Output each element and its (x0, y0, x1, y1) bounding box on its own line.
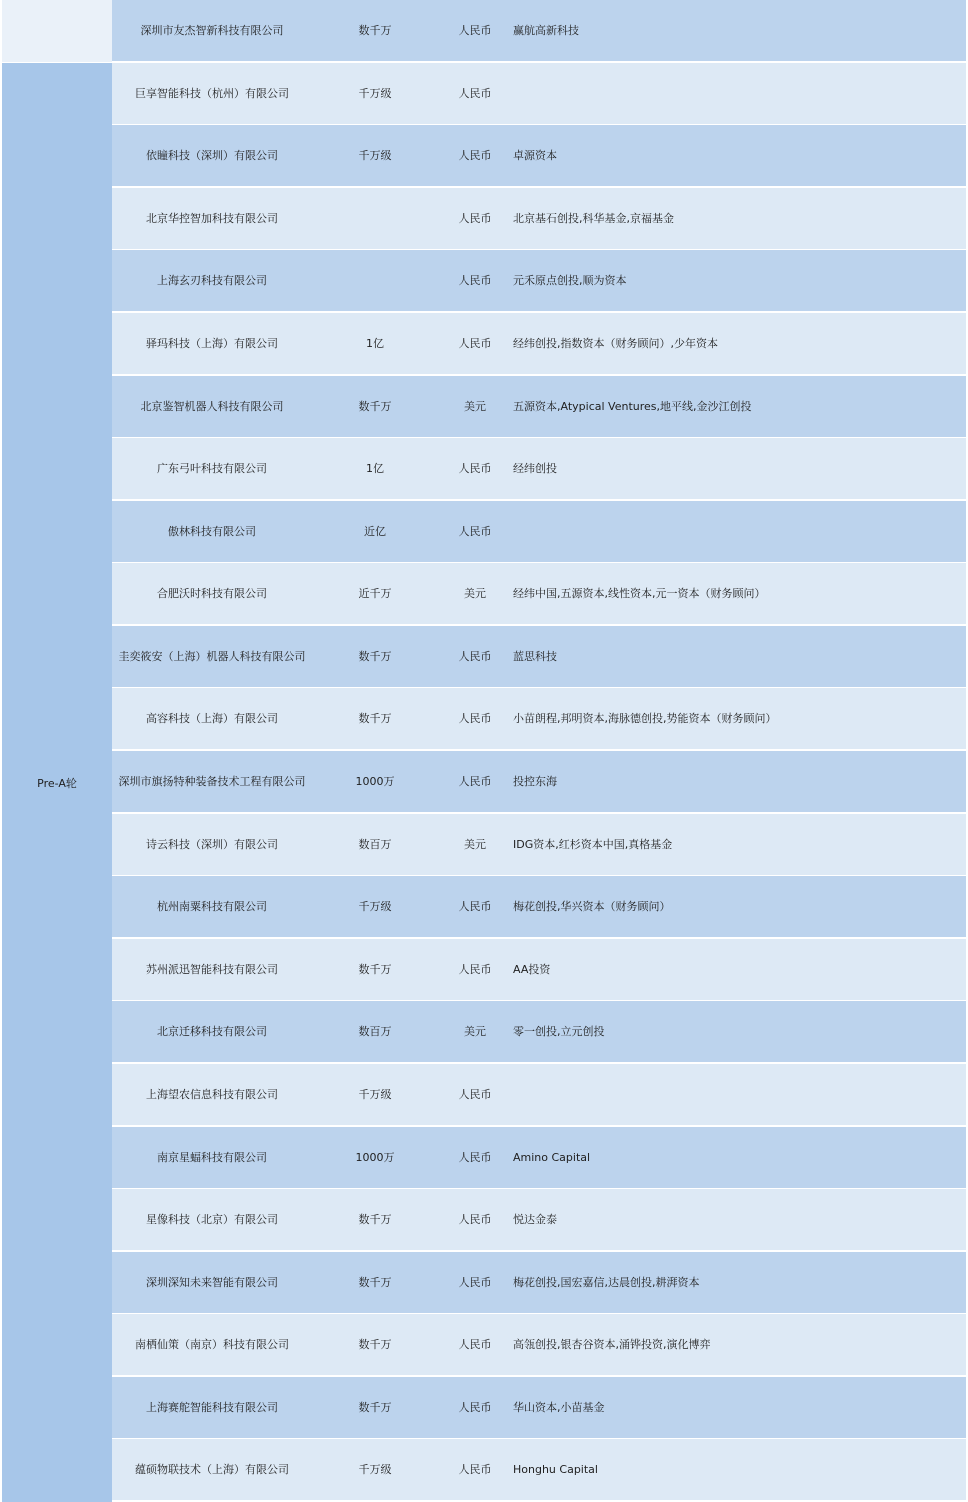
amount-cell: 1亿 (366, 337, 384, 350)
investors-cell: 五源资本,Atypical Ventures,地平线,金沙江创投 (513, 400, 752, 413)
currency-cell: 人民币 (458, 1401, 492, 1414)
company-cell: 广东弓叶科技有限公司 (157, 462, 267, 475)
company-cell: 苏州派迅智能科技有限公司 (146, 963, 278, 976)
table-row (112, 876, 966, 937)
amount-cell (342, 250, 408, 311)
investors-cell: 零一创投,立元创投 (513, 1025, 605, 1038)
table-row (112, 751, 966, 812)
amount-cell: 数百万 (358, 1025, 392, 1038)
investors-cell (513, 63, 966, 124)
currency-cell: 人民币 (458, 462, 492, 475)
amount-cell: 1000万 (355, 775, 395, 788)
table-row (112, 1001, 966, 1062)
table-row (112, 1377, 966, 1438)
investors-cell: 赢航高新科技 (513, 24, 579, 37)
investors-cell: 小苗朗程,邦明资本,海脉德创投,势能资本（财务顾问） (513, 712, 777, 725)
company-cell: 驿玛科技（上海）有限公司 (146, 337, 278, 350)
table-row (112, 188, 966, 249)
amount-cell: 数千万 (358, 963, 392, 976)
company-cell: 高容科技（上海）有限公司 (146, 712, 278, 725)
currency-cell: 人民币 (458, 1151, 492, 1164)
amount-cell: 数千万 (358, 1276, 392, 1289)
table-row (112, 0, 966, 61)
amount-cell: 近千万 (358, 587, 392, 600)
amount-cell: 近亿 (364, 525, 386, 538)
company-cell: 依瞳科技（深圳）有限公司 (146, 149, 278, 162)
investors-cell: 悦达金泰 (513, 1213, 557, 1226)
currency-cell: 美元 (464, 1025, 486, 1038)
table-row (112, 939, 966, 1000)
investors-cell: 蓝思科技 (513, 650, 557, 663)
table-row (112, 626, 966, 687)
company-cell: 北京华控智加科技有限公司 (146, 212, 278, 225)
amount-cell: 千万级 (358, 900, 392, 913)
company-cell: 傲林科技有限公司 (168, 525, 256, 538)
amount-cell: 数千万 (358, 1213, 392, 1226)
investors-cell (513, 501, 966, 562)
investors-cell: Amino Capital (513, 1151, 591, 1164)
investors-cell: 投控东海 (513, 775, 557, 788)
company-cell: 南京星蝠科技有限公司 (157, 1151, 267, 1164)
amount-cell: 数千万 (358, 650, 392, 663)
investors-cell (513, 1064, 966, 1125)
investors-cell: 梅花创投,华兴资本（财务顾问） (513, 900, 671, 913)
table-row (112, 125, 966, 186)
investors-cell: 梅花创投,国宏嘉信,达晨创投,耕湃资本 (513, 1276, 700, 1289)
currency-cell: 人民币 (458, 87, 492, 100)
table-row (112, 438, 966, 499)
currency-cell: 人民币 (458, 24, 492, 37)
currency-cell: 人民币 (458, 1088, 492, 1101)
company-cell: 深圳深知未来智能有限公司 (146, 1276, 278, 1289)
table-row (112, 1314, 966, 1375)
amount-cell (342, 188, 408, 249)
company-cell: 合肥沃时科技有限公司 (157, 587, 267, 600)
table-row (112, 1064, 966, 1125)
currency-cell: 人民币 (458, 149, 492, 162)
currency-cell: 人民币 (458, 900, 492, 913)
company-cell: 上海玄刃科技有限公司 (157, 274, 267, 287)
table-row (112, 1127, 966, 1188)
company-cell: 深圳市旗扬特种装备技术工程有限公司 (118, 775, 306, 788)
investors-cell: 经纬创投 (513, 462, 557, 475)
table-row (112, 501, 966, 562)
investors-cell: 卓源资本 (513, 149, 557, 162)
round-cell-pre-a: Pre-A轮 (2, 63, 112, 1502)
amount-cell: 数千万 (358, 1401, 392, 1414)
amount-cell: 千万级 (358, 1088, 392, 1101)
table-row (112, 1252, 966, 1313)
amount-cell: 数千万 (358, 712, 392, 725)
company-cell: 深圳市友杰智新科技有限公司 (140, 24, 284, 37)
company-cell: 北京鉴智机器人科技有限公司 (140, 400, 284, 413)
amount-cell: 数千万 (358, 400, 392, 413)
table-row (112, 376, 966, 437)
currency-cell: 美元 (464, 587, 486, 600)
company-cell: 蕴硕物联技术（上海）有限公司 (135, 1463, 289, 1476)
currency-cell: 人民币 (458, 712, 492, 725)
currency-cell: 人民币 (458, 212, 492, 225)
investors-cell: 经纬中国,五源资本,线性资本,元一资本（财务顾问） (513, 587, 766, 600)
amount-cell: 千万级 (358, 1463, 392, 1476)
round-cell-previous (2, 0, 112, 62)
amount-cell: 数千万 (358, 24, 392, 37)
investors-cell: Honghu Capital (513, 1463, 598, 1476)
table-row (112, 688, 966, 749)
investors-cell: AA投资 (513, 963, 551, 976)
table-row (112, 63, 966, 124)
company-cell: 巨享智能科技（杭州）有限公司 (135, 87, 289, 100)
currency-cell: 人民币 (458, 274, 492, 287)
investors-cell: 华山资本,小苗基金 (513, 1401, 605, 1414)
amount-cell: 千万级 (358, 149, 392, 162)
table-row (112, 563, 966, 624)
table-row (112, 814, 966, 875)
currency-cell: 人民币 (458, 337, 492, 350)
company-cell: 圭奕筱安（上海）机器人科技有限公司 (118, 650, 306, 663)
currency-cell: 人民币 (458, 650, 492, 663)
table-row (112, 1439, 966, 1500)
company-cell: 诗云科技（深圳）有限公司 (146, 838, 278, 851)
investors-cell: 高瓴创投,银杏谷资本,涌铧投资,演化博弈 (513, 1338, 711, 1351)
company-cell: 上海赛舵智能科技有限公司 (146, 1401, 278, 1414)
currency-cell: 人民币 (458, 1213, 492, 1226)
currency-cell: 人民币 (458, 1463, 492, 1476)
currency-cell: 美元 (464, 838, 486, 851)
amount-cell: 千万级 (358, 87, 392, 100)
investors-cell: 北京基石创投,科华基金,京福基金 (513, 212, 674, 225)
company-cell: 上海望农信息科技有限公司 (146, 1088, 278, 1101)
investment-table (2, 0, 966, 1502)
table-row (112, 250, 966, 311)
amount-cell: 数百万 (358, 838, 392, 851)
currency-cell: 美元 (464, 400, 486, 413)
amount-cell: 1亿 (366, 462, 384, 475)
company-cell: 北京迁移科技有限公司 (157, 1025, 267, 1038)
currency-cell: 人民币 (458, 1338, 492, 1351)
currency-cell: 人民币 (458, 775, 492, 788)
currency-cell: 人民币 (458, 525, 492, 538)
investors-cell: 元禾原点创投,顺为资本 (513, 274, 627, 287)
currency-cell: 人民币 (458, 963, 492, 976)
investors-cell: 经纬创投,指数资本（财务顾问）,少年资本 (513, 337, 718, 350)
investors-cell: IDG资本,红杉资本中国,真格基金 (513, 838, 673, 851)
amount-cell: 1000万 (355, 1151, 395, 1164)
currency-cell: 人民币 (458, 1276, 492, 1289)
company-cell: 星像科技（北京）有限公司 (146, 1213, 278, 1226)
company-cell: 南栖仙策（南京）科技有限公司 (135, 1338, 289, 1351)
company-cell: 杭州南粟科技有限公司 (157, 900, 267, 913)
table-row (112, 1189, 966, 1250)
amount-cell: 数千万 (358, 1338, 392, 1351)
table-row (112, 313, 966, 374)
